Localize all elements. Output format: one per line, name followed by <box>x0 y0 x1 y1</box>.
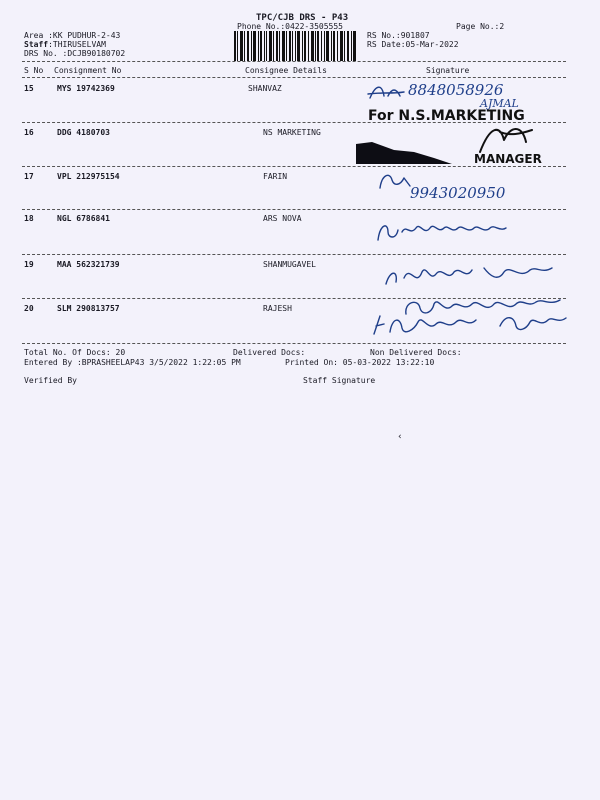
signature-name: AJMAL <box>480 97 519 110</box>
stamp-company: For N.S.MARKETING <box>368 108 525 124</box>
row-consignment: MYS 19742369 <box>57 84 115 93</box>
delivered-docs: Delivered Docs: <box>233 348 306 357</box>
document-title: TPC/CJB DRS - P43 <box>256 13 349 23</box>
row-sno: 15 <box>24 84 34 93</box>
row-consignee: ARS NOVA <box>263 214 302 223</box>
staff-signature: Staff Signature <box>303 376 376 385</box>
verified-by: Verified By <box>24 376 77 385</box>
row-consignment: MAA 562321739 <box>57 260 120 269</box>
row-consignment: SLM 290813757 <box>57 304 120 313</box>
printed-on: Printed On: 05-03-2022 13:22:10 <box>285 358 435 367</box>
signature-scribble <box>366 82 406 104</box>
row-sno: 19 <box>24 260 34 269</box>
row-consignee: NS MARKETING <box>263 128 321 137</box>
row-consignment: NGL 6786841 <box>57 214 110 223</box>
signature-scribble <box>374 216 524 246</box>
signature-scribble <box>374 170 414 192</box>
col-signature: Signature <box>426 66 470 75</box>
row-consignee: FARIN <box>263 172 288 181</box>
total-docs: Total No. Of Docs: 20 <box>24 348 126 357</box>
row-sno: 18 <box>24 214 34 223</box>
signature-scribble <box>380 260 560 296</box>
divider <box>22 343 566 344</box>
phone-number: Phone No.:0422-3505555 <box>237 22 343 31</box>
row-consignee: SHANVAZ <box>248 84 282 93</box>
signature-phone: 8848058926 <box>408 81 504 99</box>
staff-label: Staff <box>24 40 49 49</box>
signature-phone: 9943020950 <box>410 184 506 202</box>
divider <box>22 61 566 62</box>
barcode <box>234 31 358 61</box>
row-consignee: SHANMUGAVEL <box>263 260 316 269</box>
signature-stamp-ink <box>354 138 454 166</box>
divider <box>22 77 566 78</box>
staff-row <box>24 40 106 49</box>
signature-scribble <box>370 308 570 340</box>
rs-date: RS Date:05-Mar-2022 <box>367 40 459 49</box>
rs-number: RS No.:901807 <box>367 31 430 40</box>
stamp-role: MANAGER <box>474 152 542 166</box>
row-sno: 17 <box>24 172 34 181</box>
stray-mark-icon: ‹ <box>398 432 402 442</box>
row-consignment: DDG 4180703 <box>57 128 110 137</box>
col-consignee: Consignee Details <box>245 66 327 75</box>
area-label: Area :KK PUDHUR-2-43 <box>24 31 121 40</box>
page-number: Page No.:2 <box>456 22 505 31</box>
row-sno: 16 <box>24 128 34 137</box>
divider <box>22 166 566 167</box>
drs-number: DRS No. :DCJB90180702 <box>24 49 126 58</box>
staff-value: :THIRUSELVAM <box>48 40 106 49</box>
row-sno: 20 <box>24 304 34 313</box>
divider <box>22 298 566 299</box>
divider <box>22 254 566 255</box>
col-sno: S No <box>24 66 44 75</box>
row-consignee: RAJESH <box>263 304 292 313</box>
divider <box>22 209 566 210</box>
non-delivered-docs: Non Delivered Docs: <box>370 348 462 357</box>
row-consignment: VPL 212975154 <box>57 172 120 181</box>
col-consignment: Consignment No <box>54 66 122 75</box>
entered-by: Entered By :BPRASHEELAP43 3/5/2022 1:22:05 PM <box>24 358 241 367</box>
